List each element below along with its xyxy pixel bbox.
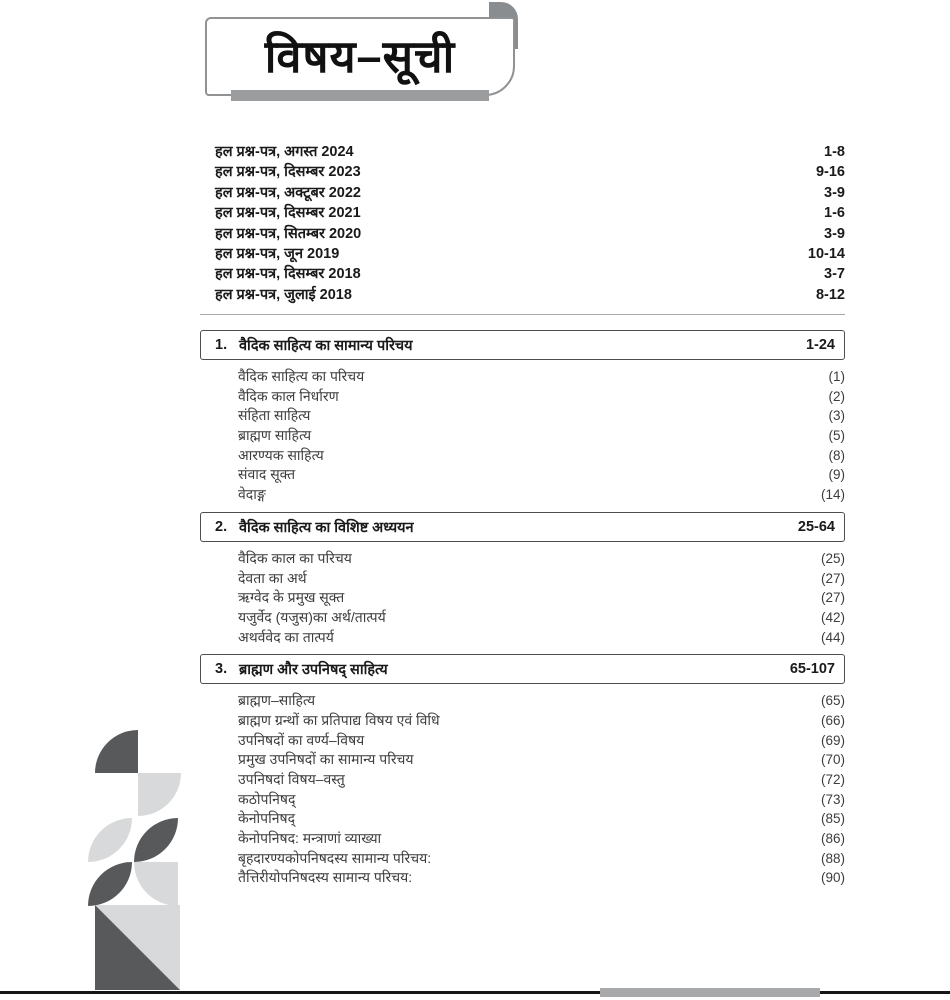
toc-item-label: ब्राह्मण–साहित्य <box>238 692 316 709</box>
section-divider <box>200 314 845 315</box>
decorative-leaf-graphic <box>88 728 182 990</box>
section-pages: 25-64 <box>797 518 835 535</box>
toc-item-label: उपनिषदां विषय–वस्तु <box>238 771 345 787</box>
paper-pages: 1-8 <box>824 144 845 160</box>
toc-item <box>200 549 845 569</box>
toc-item <box>200 691 845 711</box>
toc-item-page: (44) <box>820 629 845 645</box>
toc-item <box>200 569 845 589</box>
paper-pages: 1-6 <box>824 205 845 222</box>
toc-item <box>200 711 845 731</box>
sections <box>200 330 845 895</box>
leaf-shape <box>88 862 132 906</box>
toc-item <box>200 588 845 608</box>
toc-item-page: (72) <box>820 772 845 787</box>
paper-pages: 10-14 <box>807 245 845 262</box>
toc-item <box>200 446 845 466</box>
toc-item <box>200 485 845 505</box>
toc-item-page: (27) <box>820 590 845 606</box>
toc-item <box>200 465 845 485</box>
toc-section <box>200 654 845 888</box>
paper-label: हल प्रश्न-पत्र, सितम्बर 2020 <box>215 225 362 242</box>
toc-item-label: तैत्तिरीयोपनिषदस्य सामान्य परिचय: <box>238 869 413 886</box>
toc-item-page: (85) <box>820 811 845 827</box>
paper-label: हल प्रश्न-पत्र, दिसम्बर 2018 <box>215 266 361 283</box>
toc-item-label: बृहदारण्यकोपनिषदस्य सामान्य परिचय: <box>238 849 432 866</box>
paper-label: हल प्रश्न-पत्र, जून 2019 <box>215 245 340 262</box>
papers-list <box>200 141 845 304</box>
paper-row <box>200 141 845 161</box>
paper-row <box>200 202 845 222</box>
page-title: विषय–सूची <box>264 31 456 82</box>
toc-item <box>200 809 845 829</box>
paper-pages: 3-9 <box>824 225 845 242</box>
toc-item-label: केनोपनिषद् <box>238 810 296 827</box>
leaf-shape <box>88 818 132 862</box>
paper-label: हल प्रश्न-पत्र, जुलाई 2018 <box>215 286 352 303</box>
paper-label: हल प्रश्न-पत्र, दिसम्बर 2023 <box>215 164 361 181</box>
toc-item-label: ऋग्वेद के प्रमुख सूक्त <box>238 589 345 606</box>
toc-item-label: वैदिक साहित्य का परिचय <box>238 368 365 384</box>
section-header-box <box>200 654 845 684</box>
toc-item-label: आरण्यक साहित्य <box>238 446 324 463</box>
toc-item-label: उपनिषदों का वर्ण्य–विषय <box>238 731 365 748</box>
paper-label: हल प्रश्न-पत्र, अक्टूबर 2022 <box>215 184 361 201</box>
toc-item-label: वैदिक काल का परिचय <box>238 549 352 566</box>
toc-item <box>200 426 845 446</box>
toc-item-page: (3) <box>828 408 845 424</box>
toc-item-page: (1) <box>828 369 845 384</box>
footer-accent-bar <box>600 988 820 997</box>
toc-item-label: केनोपनिषद: मन्त्राणां व्याख्या <box>238 830 382 847</box>
section-items <box>200 367 845 505</box>
toc-item-page: (9) <box>828 467 845 483</box>
toc-item-label: अथर्ववेद का तात्पर्य <box>238 628 334 645</box>
toc-item <box>200 731 845 751</box>
paper-label: हल प्रश्न-पत्र, अगस्त 2024 <box>215 144 354 160</box>
toc-item-label: प्रमुख उपनिषदों का सामान्य परिचय <box>238 751 414 768</box>
paper-row <box>200 223 845 243</box>
title-underline-bar <box>231 90 489 101</box>
paper-label: हल प्रश्न-पत्र, दिसम्बर 2021 <box>215 205 361 222</box>
toc-item-page: (2) <box>828 388 845 404</box>
paper-row <box>200 243 845 263</box>
toc-section <box>200 512 845 647</box>
toc-item-label: ब्राह्मण ग्रन्थों का प्रतिपाद्य विषय एवं विधि <box>238 711 440 728</box>
paper-row <box>200 182 845 202</box>
toc-item <box>200 770 845 790</box>
section-header-box <box>200 512 845 542</box>
toc-item-label: वेदाङ्ग <box>238 486 266 503</box>
toc-item-label: संवाद सूक्त <box>238 466 296 483</box>
toc-item-label: संहिता साहित्य <box>238 407 311 424</box>
section-pages: 65-107 <box>789 661 835 678</box>
paper-pages: 3-9 <box>824 184 845 201</box>
toc-item-page: (73) <box>820 791 845 807</box>
section-items <box>200 549 845 647</box>
section-items <box>200 691 845 888</box>
section-title: वैदिक साहित्य का सामान्य परिचय <box>239 338 413 354</box>
quarter-circle-shape <box>95 730 138 773</box>
toc-item-label: कठोपनिषद् <box>238 790 296 807</box>
toc-item <box>200 608 845 628</box>
page-title-box <box>205 17 515 96</box>
section-title: ब्राह्मण और उपनिषद् साहित्य <box>239 662 388 679</box>
toc-item-label: वैदिक काल निर्धारण <box>238 387 339 404</box>
toc-item-page: (27) <box>820 570 845 586</box>
toc-item <box>200 829 845 849</box>
toc-item-label: ब्राह्मण साहित्य <box>238 427 312 444</box>
toc-item <box>200 790 845 810</box>
triangle-square-shape <box>95 905 180 990</box>
section-number: 1. <box>215 337 228 353</box>
section-number: 3. <box>215 661 228 678</box>
toc-item-page: (70) <box>820 752 845 768</box>
toc-section <box>200 330 845 505</box>
toc-item <box>200 849 845 869</box>
toc-item <box>200 367 845 387</box>
paper-row <box>200 161 845 181</box>
toc-item-page: (42) <box>820 609 845 625</box>
toc-item <box>200 406 845 426</box>
paper-pages: 3-7 <box>824 266 845 283</box>
toc-item-page: (69) <box>820 732 845 748</box>
toc-item-label: यजुर्वेद (यजुस)का अर्थ/तात्पर्य <box>238 608 386 625</box>
toc-item-page: (25) <box>820 550 845 566</box>
toc-item-page: (8) <box>828 447 845 463</box>
toc-item <box>200 628 845 648</box>
toc-item <box>200 387 845 407</box>
toc-item-page: (86) <box>820 831 845 847</box>
toc-item-page: (66) <box>820 712 845 728</box>
quarter-circle-shape <box>138 773 181 816</box>
toc-item-page: (14) <box>820 487 845 503</box>
section-header-box <box>200 330 845 360</box>
section-number: 2. <box>215 518 228 535</box>
toc-item-page: (90) <box>820 870 845 886</box>
toc-item-page: (5) <box>828 428 845 444</box>
section-title: वैदिक साहित्य का विशिष्ट अध्ययन <box>239 519 414 536</box>
toc-item <box>200 868 845 888</box>
quarter-circle-shape <box>134 862 178 906</box>
toc-item-label: देवता का अर्थ <box>238 569 307 586</box>
section-pages: 1-24 <box>805 337 835 353</box>
paper-pages: 9-16 <box>815 164 845 181</box>
paper-row <box>200 284 845 304</box>
toc-item-page: (88) <box>820 850 845 866</box>
leaf-shape <box>134 818 178 862</box>
toc-item-page: (65) <box>820 693 845 709</box>
toc-item <box>200 750 845 770</box>
paper-pages: 8-12 <box>815 286 845 303</box>
paper-row <box>200 263 845 283</box>
